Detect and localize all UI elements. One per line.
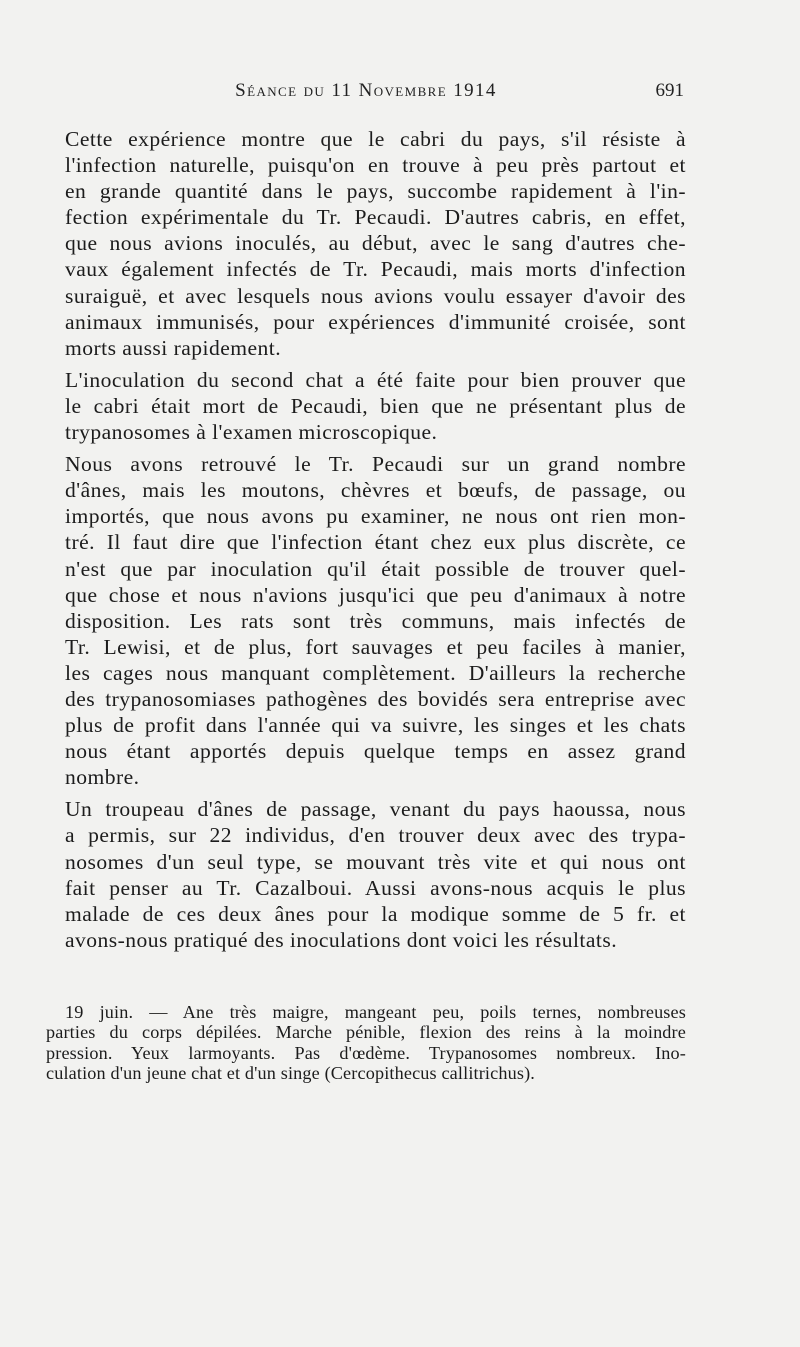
page-header: [48, 80, 684, 110]
text-line: des trypanosomiases pathogènes des bovidés sera entreprise avec: [65, 686, 686, 711]
paragraph-2: [46, 367, 686, 445]
paragraph-4: [46, 796, 686, 953]
text-line: nosomes d'un seul type, se mouvant très vite et qui nous ont: [65, 849, 686, 874]
text-line: animaux immunisés, pour expériences d'immunité croisée, sont: [65, 309, 686, 334]
text-line: Tr. Lewisi, et de plus, fort sauvages et peu faciles à manier,: [65, 634, 686, 659]
text-line: que nous avions inoculés, au début, avec le sang d'autres che-: [65, 231, 686, 256]
text-line: n'est que par inoculation qu'il était possible de trouver quel-: [65, 556, 686, 581]
footnote-entry: [46, 1002, 686, 1084]
text-line: vaux également infectés de Tr. Pecaudi, mais morts d'infection: [65, 257, 686, 282]
text-line: Un troupeau d'ânes de passage, venant du pays haoussa, nous: [65, 797, 686, 822]
text-line: le cabri était mort de Pecaudi, bien que ne présentant plus de: [65, 393, 686, 418]
text-line: tré. Il faut dire que l'infection étant chez eux plus discrète, ce: [65, 530, 686, 555]
text-line: avons-nous pratiqué des inoculations dont voici les résultats.: [65, 927, 618, 952]
text-line: trypanosomes à l'examen microscopique.: [65, 420, 438, 445]
running-title: Séance du 11 Novembre 1914: [235, 80, 497, 101]
text-line: fait penser au Tr. Cazalboui. Aussi avons-nous acquis le plus: [65, 875, 686, 900]
text-line: suraiguë, et avec lesquels nous avions voulu essayer d'avoir des: [65, 283, 686, 308]
footnote-line: parties du corps dépilées. Marche pénible, flexion des reins à la moindre: [46, 1022, 686, 1043]
text-line: d'ânes, mais les moutons, chèvres et bœufs, de passage, ou: [65, 478, 686, 503]
text-line: fection expérimentale du Tr. Pecaudi. D'autres cabris, en effet,: [65, 205, 686, 230]
text-line: nous étant apportés depuis quelque temps en assez grand: [65, 739, 686, 764]
paragraph-3: [46, 451, 686, 790]
text-line: en grande quantité dans le pays, succombe rapidement à l'in-: [65, 179, 686, 204]
footnote-line: 19 juin. — Ane très maigre, mangeant peu, poils ternes, nombreuses: [65, 1002, 686, 1022]
text-line: importés, que nous avons pu examiner, ne nous ont rien mon-: [65, 504, 686, 529]
text-line: a permis, sur 22 individus, d'en trouver deux avec des trypa-: [65, 823, 686, 848]
text-line: Nous avons retrouvé le Tr. Pecaudi sur un grand nombre: [65, 452, 686, 477]
text-line: nombre.: [65, 765, 140, 790]
text-line: que chose et nous n'avions jusqu'ici que peu d'animaux à notre: [65, 582, 686, 607]
text-line: malade de ces deux ânes pour la modique somme de 5 fr. et: [65, 901, 686, 926]
text-line: disposition. Les rats sont très communs, mais infectés de: [65, 608, 686, 633]
text-line: L'inoculation du second chat a été faite pour bien prouver que: [65, 367, 686, 392]
page-number: 691: [655, 80, 684, 101]
text-line: l'infection naturelle, puisqu'on en trouve à peu près partout et: [65, 153, 686, 178]
footnote-line: culation d'un jeune chat et d'un singe (Cercopithecus callitrichus).: [46, 1063, 535, 1084]
body-text: [46, 126, 686, 959]
paragraph-1: [46, 126, 686, 361]
text-line: les cages nous manquant complètement. D'ailleurs la recherche: [65, 660, 686, 685]
footnote-line: pression. Yeux larmoyants. Pas d'œdème. Trypanosomes nombreux. Ino-: [46, 1042, 686, 1063]
text-line: plus de profit dans l'année qui va suivre, les singes et les chats: [65, 713, 686, 738]
text-line: Cette expérience montre que le cabri du pays, s'il résiste à: [65, 127, 686, 151]
text-line: morts aussi rapidement.: [65, 335, 282, 360]
